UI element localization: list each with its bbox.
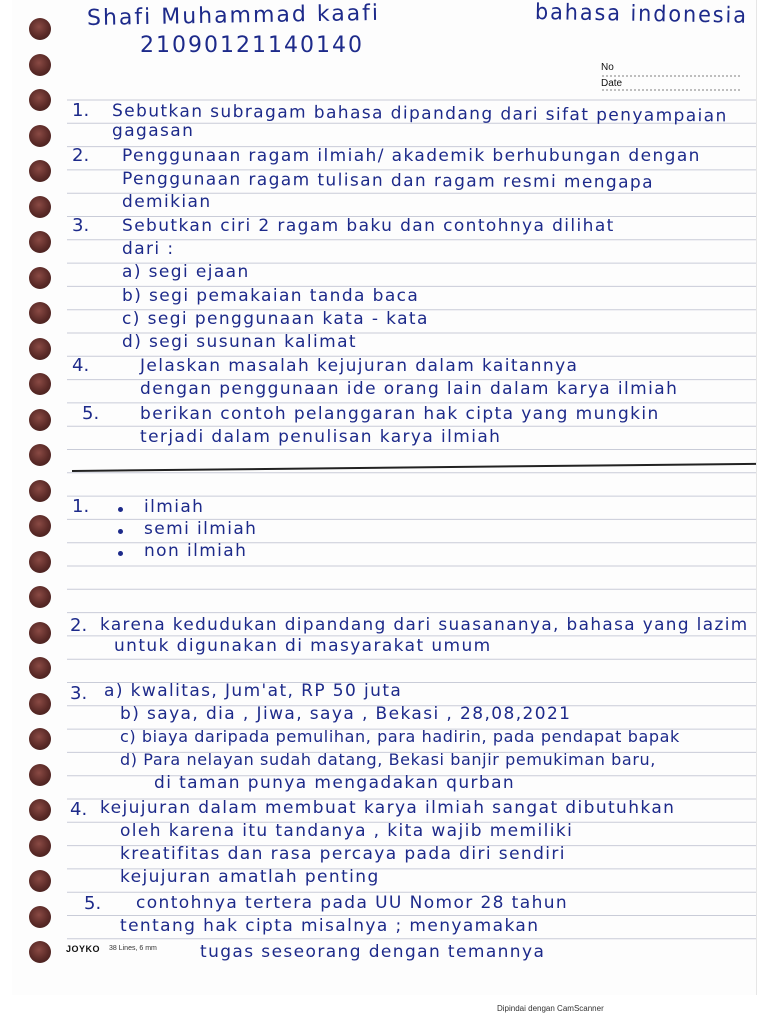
- question-number-4: 4.: [72, 355, 90, 376]
- binder-hole: [29, 551, 51, 573]
- binder-hole: [29, 515, 51, 537]
- binder-hole: [29, 196, 51, 218]
- question-5-line-1: berikan contoh pelanggaran hak cipta yang mungkin: [140, 404, 660, 424]
- answer-5-line-3: tugas seseorang dengan temannya: [200, 942, 546, 962]
- answer-4-line-2: oleh karena itu tandanya , kita wajib memiliki: [120, 821, 574, 841]
- bullet: [118, 507, 123, 512]
- answer-3-item-b: b) saya, dia , Jiwa, saya , Bekasi , 28,08,2021: [120, 704, 572, 724]
- answer-number-4: 4.: [70, 799, 88, 820]
- answer-number-5: 5.: [84, 893, 102, 914]
- question-number-3: 3.: [72, 215, 90, 236]
- binder-hole: [29, 18, 51, 40]
- bullet: [118, 551, 123, 556]
- answer-1-item-2: semi ilmiah: [144, 519, 258, 539]
- binder-hole: [29, 622, 51, 644]
- question-1-line-1: Sebutkan subragam bahasa dipandang dari sifat penyampaian: [111, 101, 728, 127]
- binder-hole: [29, 338, 51, 360]
- answer-4-line-4: kejujuran amatlah penting: [120, 867, 380, 887]
- question-5-line-2: terjadi dalam penulisan karya ilmiah: [140, 427, 502, 447]
- question-number-1: 1.: [72, 100, 90, 121]
- question-number-2: 2.: [72, 145, 90, 166]
- answer-1-item-3: non ilmiah: [144, 541, 248, 561]
- question-2-line-1: Penggunaan ragam ilmiah/ akademik berhubungan dengan: [122, 146, 701, 166]
- answer-5-line-1: contohnya tertera pada UU Nomor 28 tahun: [136, 893, 569, 913]
- binder-hole: [29, 373, 51, 395]
- paper-spec: 38 Lines, 6 mm: [109, 945, 157, 952]
- binder-hole: [29, 728, 51, 750]
- binder-hole: [29, 444, 51, 466]
- binder-hole: [29, 941, 51, 963]
- student-id: 21090121140140: [140, 33, 364, 58]
- binder-hole: [29, 125, 51, 147]
- question-1-line-2: gagasan: [112, 121, 195, 141]
- date-label: Date: [601, 78, 623, 89]
- answer-number-2: 2.: [70, 615, 88, 636]
- question-4-line-2: dengan penggunaan ide orang lain dalam karya ilmiah: [140, 379, 679, 399]
- answer-number-3: 3.: [70, 683, 88, 704]
- answer-5-line-2: tentang hak cipta misalnya ; menyamakan: [120, 916, 540, 936]
- answer-3-item-d-cont: di taman punya mengadakan qurban: [154, 773, 516, 793]
- bullet: [118, 529, 123, 534]
- answer-3-item-a: a) kwalitas, Jum'at, RP 50 juta: [104, 681, 403, 701]
- question-3-item-b: b) segi pemakaian tanda baca: [122, 286, 420, 306]
- answer-2-line-1: karena kedudukan dipandang dari suasananya, bahasa yang lazim: [100, 615, 749, 635]
- answer-1-item-1: ilmiah: [144, 497, 205, 517]
- binder-hole: [29, 586, 51, 608]
- notebook-page: [12, 0, 757, 995]
- answer-4-line-1: kejujuran dalam membuat karya ilmiah sangat dibutuhkan: [100, 798, 676, 818]
- binder-hole: [29, 906, 51, 928]
- binder-hole: [29, 480, 51, 502]
- answer-number-1: 1.: [72, 496, 90, 517]
- binder-hole: [29, 54, 51, 76]
- binder-hole: [29, 231, 51, 253]
- binder-hole: [29, 160, 51, 182]
- binder-hole: [29, 89, 51, 111]
- question-3-line-2: dari :: [122, 239, 175, 259]
- binder-hole: [29, 409, 51, 431]
- question-3-item-c: c) segi penggunaan kata - kata: [122, 309, 429, 329]
- answer-3-item-d: d) Para nelayan sudah datang, Bekasi banjir pemukiman baru,: [120, 750, 656, 769]
- binder-hole: [29, 799, 51, 821]
- binder-hole: [29, 267, 51, 289]
- question-2-line-2: Penggunaan ragam tulisan dan ragam resmi mengapa: [121, 169, 654, 193]
- binder-hole: [29, 302, 51, 324]
- binder-hole: [29, 835, 51, 857]
- answer-3-item-c: c) biaya daripada pemulihan, para hadirin, pada pendapat bapak: [120, 727, 680, 746]
- answer-4-line-3: kreatifitas dan rasa percaya pada diri sendiri: [120, 844, 566, 864]
- binder-hole: [29, 764, 51, 786]
- student-name: Shafi Muhammad kaafi: [86, 0, 381, 31]
- question-3-item-a: a) segi ejaan: [122, 262, 250, 282]
- question-3-item-d: d) segi susunan kalimat: [122, 332, 357, 352]
- binder-hole: [29, 870, 51, 892]
- question-2-line-3: demikian: [122, 192, 212, 212]
- question-4-line-1: Jelaskan masalah kejujuran dalam kaitannya: [140, 356, 579, 376]
- binder-hole: [29, 693, 51, 715]
- binder-hole: [29, 657, 51, 679]
- subject-title: bahasa indonesia: [534, 0, 749, 29]
- answer-2-line-2: untuk digunakan di masyarakat umum: [114, 636, 492, 656]
- brand-logo: JOYKO: [66, 944, 101, 954]
- no-label: No: [601, 62, 614, 73]
- question-3-line-1: Sebutkan ciri 2 ragam baku dan contohnya dilihat: [122, 216, 615, 236]
- question-number-5: 5.: [82, 403, 100, 424]
- scanner-watermark: Dipindai dengan CamScanner: [497, 1004, 604, 1013]
